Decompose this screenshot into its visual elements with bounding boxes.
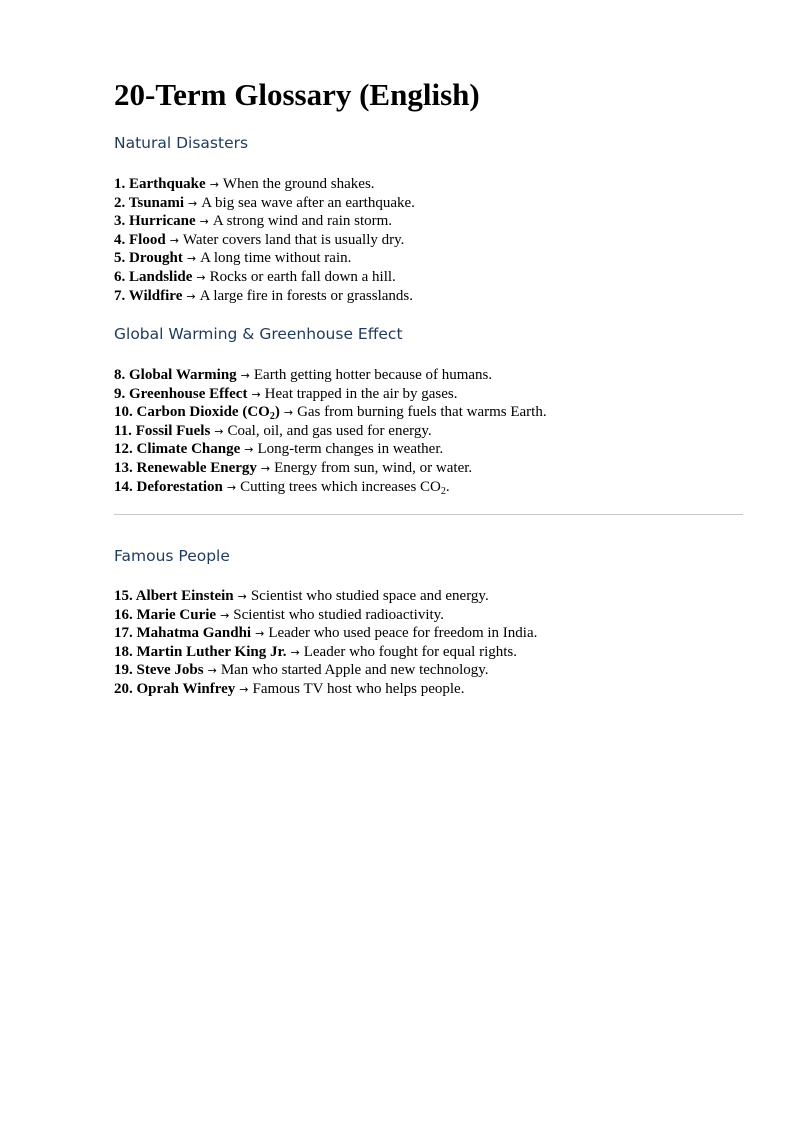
term-item (114, 287, 415, 306)
term-item (114, 268, 415, 287)
arrow-icon: → (207, 664, 217, 678)
arrow-icon: → (239, 682, 249, 696)
term-number: 7. (114, 287, 126, 304)
term-definition: A big sea wave after an earthquake. (201, 194, 415, 211)
term-text: Global Warming (129, 367, 237, 383)
term-text: Flood (129, 231, 166, 248)
arrow-icon: → (260, 461, 271, 475)
term-name (114, 607, 216, 623)
term-item (114, 175, 415, 194)
definition-end: . (445, 478, 450, 495)
term-item (114, 249, 415, 268)
term-name (114, 176, 206, 192)
term-number: 11. (114, 422, 132, 439)
term-definition: Coal, oil, and gas used for energy. (227, 422, 432, 439)
term-number: 5. (114, 250, 126, 267)
term-name (114, 404, 280, 423)
term-name (114, 460, 257, 476)
term-number: 14. (114, 478, 133, 495)
term-item (114, 587, 537, 606)
arrow-icon: → (188, 196, 198, 210)
term-number: 19. (114, 662, 133, 679)
term-definition: Earth getting hotter because of humans. (253, 367, 493, 383)
term-item (114, 606, 537, 625)
section-heading-famous-people: Famous People (114, 547, 230, 565)
term-text: Marie Curie (136, 606, 217, 623)
term-name (114, 288, 182, 304)
term-text: Carbon Dioxide (CO (136, 404, 270, 421)
term-list-famous-people (114, 587, 537, 699)
term-text: Steve Jobs (136, 662, 204, 679)
arrow-icon: → (169, 233, 179, 247)
arrow-icon: → (290, 645, 300, 659)
term-text: Mahatma Gandhi (136, 625, 252, 642)
term-name (114, 625, 251, 641)
term-subscript: 2 (269, 411, 275, 423)
term-text: Landslide (129, 268, 193, 285)
arrow-icon: → (209, 178, 219, 191)
term-number: 1. (114, 176, 126, 192)
term-number: 15. (114, 588, 133, 604)
term-text: Greenhouse Effect (129, 385, 248, 402)
term-number: 2. (114, 194, 126, 211)
arrow-icon: → (283, 406, 294, 420)
term-text: Tsunami (128, 194, 185, 211)
term-definition: Man who started Apple and new technology. (220, 662, 489, 679)
term-list-global-warming (114, 366, 547, 496)
term-number: 18. (114, 643, 133, 660)
term-definition: Water covers land that is usually dry. (182, 231, 405, 248)
term-number: 12. (114, 441, 133, 458)
term-name (114, 250, 183, 266)
term-name (114, 644, 287, 660)
arrow-icon: → (214, 424, 224, 438)
term-item (114, 643, 537, 662)
term-item (114, 624, 537, 643)
term-number: 17. (114, 625, 133, 642)
term-definition: Gas from burning fuels that warms Earth. (297, 404, 547, 421)
section-divider (114, 514, 743, 515)
arrow-icon: → (251, 387, 261, 401)
term-text: Martin Luther King Jr. (136, 643, 287, 660)
term-definition: Scientist who studied space and energy. (250, 588, 489, 604)
term-item (114, 194, 415, 213)
definition-subscript: 2 (440, 485, 446, 497)
term-number: 16. (114, 606, 133, 623)
term-item (114, 478, 547, 497)
term-list-natural-disasters (114, 175, 415, 305)
term-definition: Cutting trees which increases CO (240, 478, 441, 495)
page-title: 20-Term Glossary (English) (114, 77, 480, 112)
term-definition: A large fire in forests or grasslands. (199, 287, 413, 304)
section-heading-natural-disasters: Natural Disasters (114, 134, 249, 152)
term-text: Hurricane (129, 213, 196, 230)
arrow-icon: → (220, 608, 230, 622)
term-item (114, 231, 415, 250)
term-name (114, 681, 235, 697)
term-number: 9. (114, 385, 126, 402)
term-name (114, 232, 166, 248)
arrow-icon: → (244, 443, 254, 457)
arrow-icon: → (196, 270, 206, 284)
term-number: 6. (114, 268, 126, 285)
term-text: Climate Change (136, 441, 241, 458)
term-definition: Rocks or earth fall down a hill. (209, 268, 396, 285)
term-name (114, 423, 210, 439)
term-name (114, 386, 247, 402)
term-item (114, 440, 547, 459)
term-number: 10. (114, 404, 133, 421)
term-definition: A long time without rain. (200, 250, 352, 267)
section-heading-global-warming: Global Warming & Greenhouse Effect (114, 325, 403, 343)
term-definition: Famous TV host who helps people. (252, 680, 465, 697)
term-name (114, 269, 192, 285)
term-definition: Leader who fought for equal rights. (303, 643, 518, 660)
term-name (114, 367, 237, 383)
term-item (114, 680, 537, 699)
term-definition: When the ground shakes. (222, 176, 375, 192)
term-definition: Energy from sun, wind, or water. (274, 459, 473, 476)
term-item (114, 212, 415, 231)
term-item (114, 403, 547, 422)
term-text: Earthquake (129, 176, 206, 192)
arrow-icon: → (255, 627, 265, 641)
term-text: Oprah Winfrey (136, 680, 236, 697)
term-definition: Heat trapped in the air by gases. (264, 385, 458, 402)
term-item (114, 661, 537, 680)
term-number: 20. (114, 680, 133, 697)
term-number: 8. (114, 367, 126, 383)
arrow-icon: → (199, 215, 209, 229)
term-name (114, 479, 223, 495)
arrow-icon: → (186, 252, 197, 266)
term-text: Wildfire (128, 287, 183, 304)
term-number: 3. (114, 213, 126, 230)
term-text: Albert Einstein (135, 588, 234, 604)
term-text: Fossil Fuels (135, 422, 211, 439)
term-definition: Long-term changes in weather. (257, 441, 444, 458)
arrow-icon: → (186, 289, 196, 303)
term-name (114, 441, 240, 457)
term-number: 4. (114, 231, 126, 248)
term-item (114, 366, 547, 385)
term-name (114, 662, 204, 678)
term-definition: Leader who used peace for freedom in India. (268, 625, 538, 642)
arrow-icon: → (237, 590, 247, 603)
term-text: Drought (129, 250, 183, 267)
term-name (114, 588, 234, 604)
term-number: 13. (114, 459, 133, 476)
term-name (114, 195, 184, 211)
term-item (114, 385, 547, 404)
term-item (114, 459, 547, 478)
term-item (114, 422, 547, 441)
term-text: Deforestation (136, 478, 223, 495)
term-definition: Scientist who studied radioactivity. (233, 606, 444, 623)
term-text-end: ) (274, 404, 280, 421)
arrow-icon: → (240, 369, 250, 382)
term-name (114, 213, 196, 229)
term-definition: A strong wind and rain storm. (212, 213, 393, 230)
term-text: Renewable Energy (136, 459, 257, 476)
arrow-icon: → (226, 480, 237, 494)
